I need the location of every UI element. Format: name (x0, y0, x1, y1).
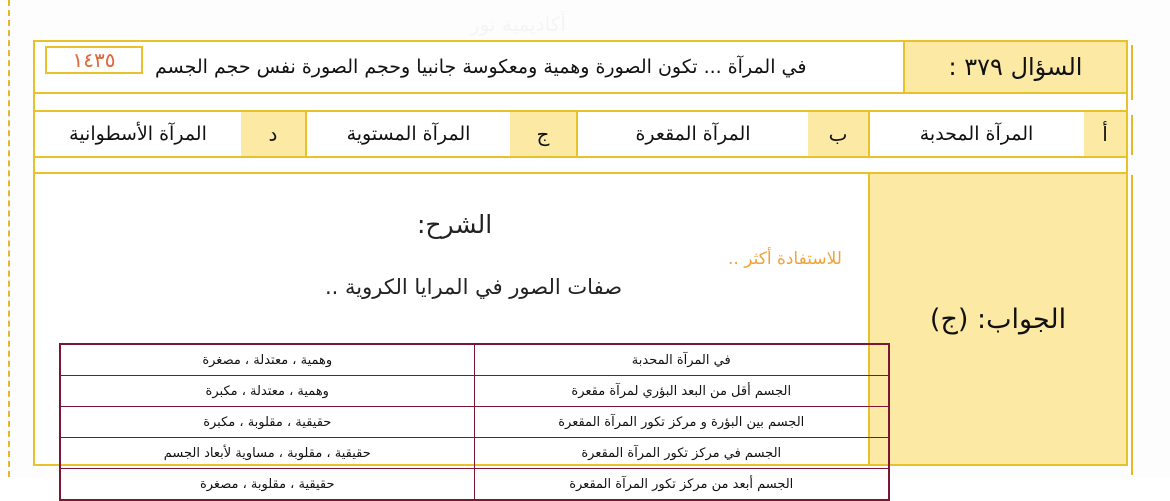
condition-cell: الجسم أقل من البعد البؤري لمرآة مقعرة (474, 376, 889, 407)
spacer-band (35, 96, 1126, 112)
option-d[interactable] (35, 112, 305, 156)
image-properties-table (59, 343, 890, 501)
option-separator (868, 112, 870, 156)
explanation-title: الشرح: (417, 210, 493, 239)
condition-cell: الجسم بين البؤرة و مركز تكور المرآة المقعرة (474, 407, 889, 438)
option-text: المرآة المستوية (346, 123, 471, 145)
option-letter: أ (1084, 112, 1126, 156)
option-c[interactable] (307, 112, 576, 156)
table-row (60, 407, 889, 438)
table-row (60, 344, 889, 376)
table-subtitle: صفات الصور في المرايا الكروية .. (325, 275, 623, 299)
option-letter: ب (808, 112, 868, 156)
image-properties-cell: حقيقية ، مقلوبة ، مساوية لأبعاد الجسم (60, 438, 474, 469)
option-a[interactable] (869, 112, 1126, 156)
options-row (35, 112, 1126, 158)
condition-cell: في المرآة المحدبة (474, 344, 889, 376)
question-card (33, 40, 1128, 492)
question-label: السؤال ٣٧٩ : (903, 42, 1126, 92)
watermark (470, 12, 566, 36)
image-properties-cell: حقيقية ، مقلوبة ، مكبرة (60, 407, 474, 438)
image-properties-cell: حقيقية ، مقلوبة ، مصغرة (60, 469, 474, 501)
more-info-link[interactable]: للاستفادة أكثر .. (728, 249, 842, 269)
image-properties-cell: وهمية ، معتدلة ، مكبرة (60, 376, 474, 407)
table-row (60, 376, 889, 407)
table-row (60, 438, 889, 469)
option-text: المرآة المقعرة (635, 123, 751, 145)
condition-cell: الجسم في مركز تكور المرآة المقعرة (474, 438, 889, 469)
option-letter: ج (510, 112, 576, 156)
answer-label: الجواب: (ج) (868, 174, 1126, 464)
table-row (60, 469, 889, 501)
right-guide-mark (1131, 45, 1133, 100)
right-guide-mark (1131, 115, 1133, 155)
left-dashed-guide (8, 0, 10, 477)
image-properties-cell: وهمية ، معتدلة ، مصغرة (60, 344, 474, 376)
option-b[interactable] (578, 112, 868, 156)
option-text: المرآة الأسطوانية (69, 123, 207, 145)
option-text: المرآة المحدبة (919, 123, 1034, 145)
condition-cell: الجسم أبعد من مركز تكور المرآة المقعرة (474, 469, 889, 501)
option-separator (305, 112, 307, 156)
question-row (35, 42, 1126, 94)
option-letter: د (241, 112, 305, 156)
spacer-band (35, 158, 1126, 174)
right-guide-mark (1131, 175, 1133, 475)
question-code: ١٤٣٥ (45, 46, 143, 74)
question-text: في المرآة ... تكون الصورة وهمية ومعكوسة جانبيا وحجم الصورة نفس حجم الجسم (155, 56, 807, 78)
option-separator (576, 112, 578, 156)
